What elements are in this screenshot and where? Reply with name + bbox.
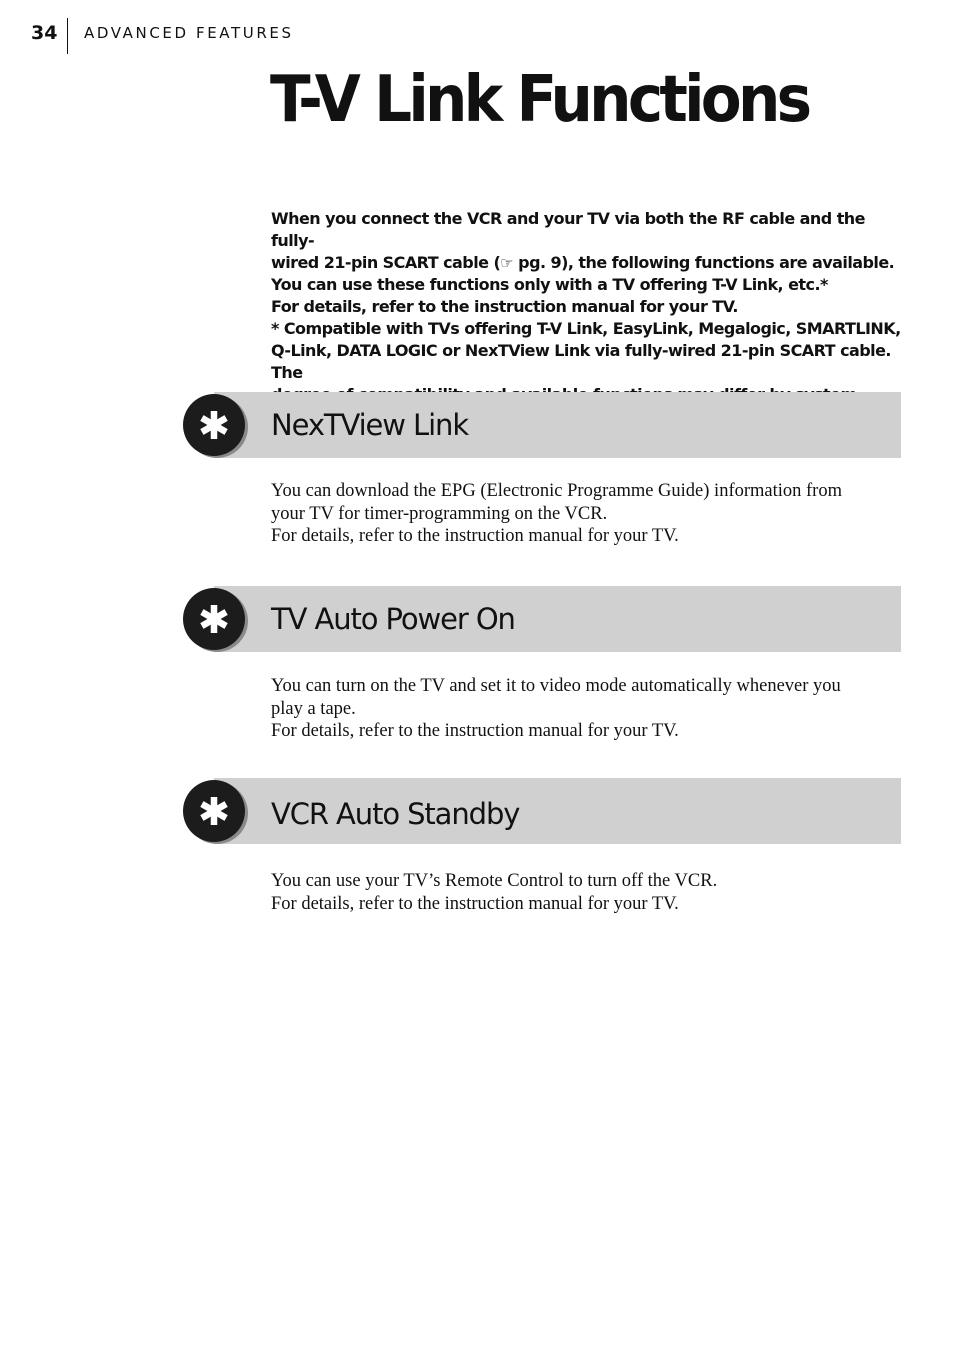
intro-line: When you connect the VCR and your TV via both the RF cable and the fully-: [271, 209, 865, 250]
intro-line-part: pg. 9), the following functions are available.: [513, 253, 895, 272]
page-title: T-V Link Functions: [270, 63, 809, 137]
body-line: You can use your TV’s Remote Control to turn off the VCR.: [271, 871, 718, 891]
section-heading: NexTView Link: [271, 408, 469, 442]
page-header: [31, 18, 294, 54]
intro-line: * Compatible with TVs offering T-V Link, EasyLink, Megalogic, SMARTLINK,: [271, 319, 901, 338]
page-number: 34: [31, 22, 58, 44]
intro-text: [271, 208, 911, 406]
intro-line: Q-Link, DATA LOGIC or NexTView Link via fully-wired 21-pin SCART cable. The: [271, 341, 891, 382]
asterisk-icon: [183, 394, 245, 456]
section-label: ADVANCED FEATURES: [84, 24, 294, 42]
asterisk-icon: [183, 780, 245, 842]
body-line: You can download the EPG (Electronic Programme Guide) information from: [271, 481, 842, 501]
asterisk-icon: [183, 588, 245, 650]
section-heading: VCR Auto Standby: [271, 797, 520, 831]
body-line: You can turn on the TV and set it to video mode automatically whenever you: [271, 676, 841, 696]
body-line: For details, refer to the instruction manual for your TV.: [271, 526, 679, 546]
section-body: [271, 480, 901, 548]
intro-line: [271, 252, 911, 274]
intro-line-part: wired 21-pin SCART cable (: [271, 253, 501, 272]
intro-line: For details, refer to the instruction manual for your TV.: [271, 297, 738, 316]
body-line: For details, refer to the instruction manual for your TV.: [271, 893, 679, 914]
section-body: [271, 870, 901, 915]
section-heading: TV Auto Power On: [271, 602, 515, 636]
body-line: your TV for timer-programming on the VCR.: [271, 503, 608, 524]
section-body: [271, 675, 901, 743]
intro-line: You can use these functions only with a TV offering T-V Link, etc.*: [271, 275, 828, 294]
body-line: play a tape.: [271, 698, 356, 719]
pointing-hand-icon: ☞: [500, 254, 514, 272]
body-line: For details, refer to the instruction manual for your TV.: [271, 721, 679, 741]
